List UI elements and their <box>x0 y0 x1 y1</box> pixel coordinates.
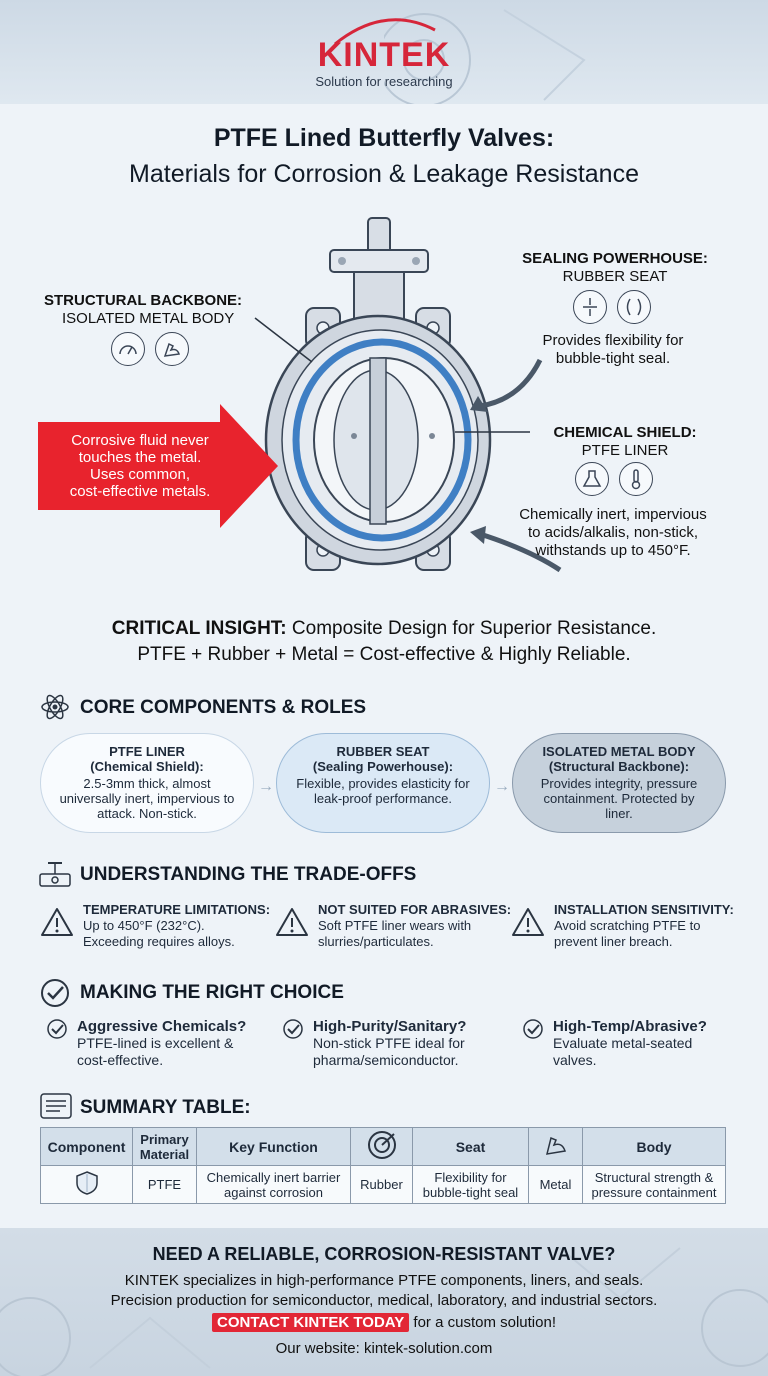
choice-heading: MAKING THE RIGHT CHOICE <box>80 982 344 1003</box>
tradeoff-title: TEMPERATURE LIMITATIONS: <box>83 902 271 917</box>
component-card-rubber-seat <box>276 733 490 833</box>
table-cell: Metal <box>529 1166 583 1204</box>
tradeoff-title: NOT SUITED FOR ABRASIVES: <box>318 902 512 917</box>
footer-cta-line <box>0 1314 768 1331</box>
header-banner <box>0 0 768 104</box>
table-header-cell: Primary Material <box>133 1128 197 1166</box>
choice-title: Aggressive Chemicals? <box>77 1018 247 1035</box>
flexibility-icon <box>617 290 651 324</box>
tradeoffs-heading: UNDERSTANDING THE TRADE-OFFS <box>80 864 417 885</box>
footer-line: Precision production for semiconductor, medical, laboratory, and industrial sectors. <box>110 1292 658 1309</box>
footer-website <box>0 1340 768 1357</box>
table-header-cell: Body <box>583 1128 726 1166</box>
seat-desc-line: Provides flexibility for <box>542 332 684 349</box>
table-header-text: Key Function <box>229 1138 318 1155</box>
insight-text: Composite Design for Superior Resistance. <box>286 618 657 639</box>
callout-subheading: RUBBER SEAT <box>562 268 668 285</box>
footer-banner <box>0 1228 768 1376</box>
callout-heading: STRUCTURAL BACKBONE: <box>44 292 243 309</box>
component-desc: Flexible, provides elasticity for leak-proof performance. <box>296 776 470 806</box>
component-title: PTFE LINER <box>109 744 185 759</box>
warning-icon <box>511 906 545 938</box>
liner-desc-line: withstands up to 450°F. <box>535 542 691 559</box>
liner-desc-line: Chemically inert, impervious <box>519 506 707 523</box>
callout-ptfe-liner <box>520 424 730 460</box>
arrow-text-line: touches the metal. <box>78 449 202 466</box>
insight-label: CRITICAL INSIGHT: <box>111 618 287 639</box>
tradeoff-desc: Avoid scratching PTFE to prevent liner breach. <box>554 918 701 949</box>
arrow-text-line: Uses common, <box>89 466 191 483</box>
warning-icon <box>40 906 74 938</box>
choice-high-temp <box>553 1018 733 1069</box>
callout-subheading: ISOLATED METAL BODY <box>62 310 235 327</box>
insight-formula: PTFE + Rubber + Metal = Cost-effective & Highly Reliable. <box>137 644 631 665</box>
table-cell: Chemically inert barrier against corrosion <box>197 1166 351 1204</box>
red-arrow-text <box>40 432 240 500</box>
shield-icon <box>75 1170 99 1196</box>
callout-liner-description <box>498 506 728 560</box>
core-components-heading: CORE COMPONENTS & ROLES <box>80 697 367 718</box>
seat-desc-line: bubble-tight seal. <box>555 350 671 367</box>
arrow-right-icon: → <box>258 778 274 795</box>
tradeoff-temperature <box>83 902 273 950</box>
choice-desc: Evaluate metal-seated valves. <box>553 1035 693 1068</box>
tradeoff-desc: Soft PTFE liner wears with slurries/particulates. <box>318 918 472 949</box>
strength-arm-icon <box>543 1132 569 1158</box>
choice-title: High-Temp/Abrasive? <box>553 1018 707 1035</box>
compression-icon <box>573 290 607 324</box>
component-role: (Structural Backbone): <box>548 759 690 774</box>
component-desc: Provides integrity, pressure containment. Protected by liner. <box>540 776 698 821</box>
table-cell: Rubber <box>351 1166 413 1204</box>
table-header-row <box>41 1128 726 1166</box>
table-cell: PTFE <box>133 1166 197 1204</box>
callout-metal-body <box>44 292 264 328</box>
table-header-cell: Seat <box>413 1128 529 1166</box>
table-header-cell <box>197 1128 351 1166</box>
callout-heading: CHEMICAL SHIELD: <box>553 424 697 441</box>
callout-heading: SEALING POWERHOUSE: <box>522 250 708 267</box>
arrow-text-line: Corrosive fluid never <box>71 432 209 449</box>
contact-button[interactable]: CONTACT KINTEK TODAY <box>212 1313 409 1332</box>
critical-insight <box>0 618 768 640</box>
check-circle-icon <box>282 1018 304 1040</box>
table-header-cell <box>351 1128 413 1166</box>
component-desc: 2.5-3mm thick, almost universally inert, impervious to attack. Non-stick. <box>59 776 235 821</box>
website-link[interactable]: kintek-solution.com <box>363 1340 493 1357</box>
table-list-icon <box>40 1093 72 1119</box>
component-card-metal-body <box>512 733 726 833</box>
table-cell: Flexibility for bubble-tight seal <box>413 1166 529 1204</box>
summary-heading: SUMMARY TABLE: <box>80 1097 251 1118</box>
tradeoff-installation <box>554 902 744 950</box>
summary-table <box>40 1127 726 1204</box>
choice-desc: PTFE-lined is excellent & cost-effective. <box>77 1035 234 1068</box>
callout-rubber-seat <box>500 250 730 286</box>
footer-heading: NEED A RELIABLE, CORROSION-RESISTANT VALVE? <box>152 1244 616 1264</box>
website-label: Our website: <box>275 1340 364 1357</box>
table-header-cell: Component <box>41 1128 133 1166</box>
warning-icon <box>275 906 309 938</box>
choice-title: High-Purity/Sanitary? <box>313 1018 467 1035</box>
arrow-right-icon: → <box>494 778 510 795</box>
choice-desc: Non-stick PTFE ideal for pharma/semiconductor. <box>313 1035 465 1068</box>
pressure-gauge-icon <box>111 332 145 366</box>
liner-desc-line: to acids/alkalis, non-stick, <box>527 524 699 541</box>
strength-arm-icon <box>155 332 189 366</box>
table-header-cell <box>529 1128 583 1166</box>
flask-icon <box>575 462 609 496</box>
thermometer-icon <box>619 462 653 496</box>
component-title: RUBBER SEAT <box>336 744 430 759</box>
table-cell <box>41 1166 133 1204</box>
choice-high-purity <box>313 1018 513 1069</box>
brand-logo: KINTEK <box>317 36 451 74</box>
component-role: (Chemical Shield): <box>90 759 204 774</box>
check-circle-icon <box>40 978 70 1008</box>
cta-suffix: for a custom solution! <box>409 1314 556 1331</box>
check-circle-icon <box>522 1018 544 1040</box>
table-cell: Structural strength & pressure containment <box>583 1166 726 1204</box>
target-icon <box>367 1130 397 1160</box>
brand-tagline: Solution for researching <box>315 74 453 89</box>
valve-icon <box>38 858 72 890</box>
component-role: (Sealing Powerhouse): <box>312 759 454 774</box>
check-circle-icon <box>46 1018 68 1040</box>
choice-aggressive-chemicals <box>77 1018 257 1069</box>
footer-line: KINTEK specializes in high-performance PTFE components, liners, and seals. <box>124 1272 644 1289</box>
callout-seat-description <box>508 332 718 368</box>
arrow-text-line: cost-effective metals. <box>69 483 211 500</box>
table-row <box>41 1166 726 1204</box>
page-subtitle: Materials for Corrosion & Leakage Resistance <box>129 160 639 188</box>
component-card-ptfe-liner <box>40 733 254 833</box>
page-title: PTFE Lined Butterfly Valves: <box>213 124 555 152</box>
atom-icon <box>40 692 70 722</box>
tradeoff-abrasives <box>318 902 514 950</box>
tradeoff-desc: Up to 450°F (232°C). Exceeding requires alloys. <box>83 918 235 949</box>
callout-subheading: PTFE LINER <box>581 442 669 459</box>
component-title: ISOLATED METAL BODY <box>542 744 696 759</box>
tradeoff-title: INSTALLATION SENSITIVITY: <box>554 902 734 917</box>
